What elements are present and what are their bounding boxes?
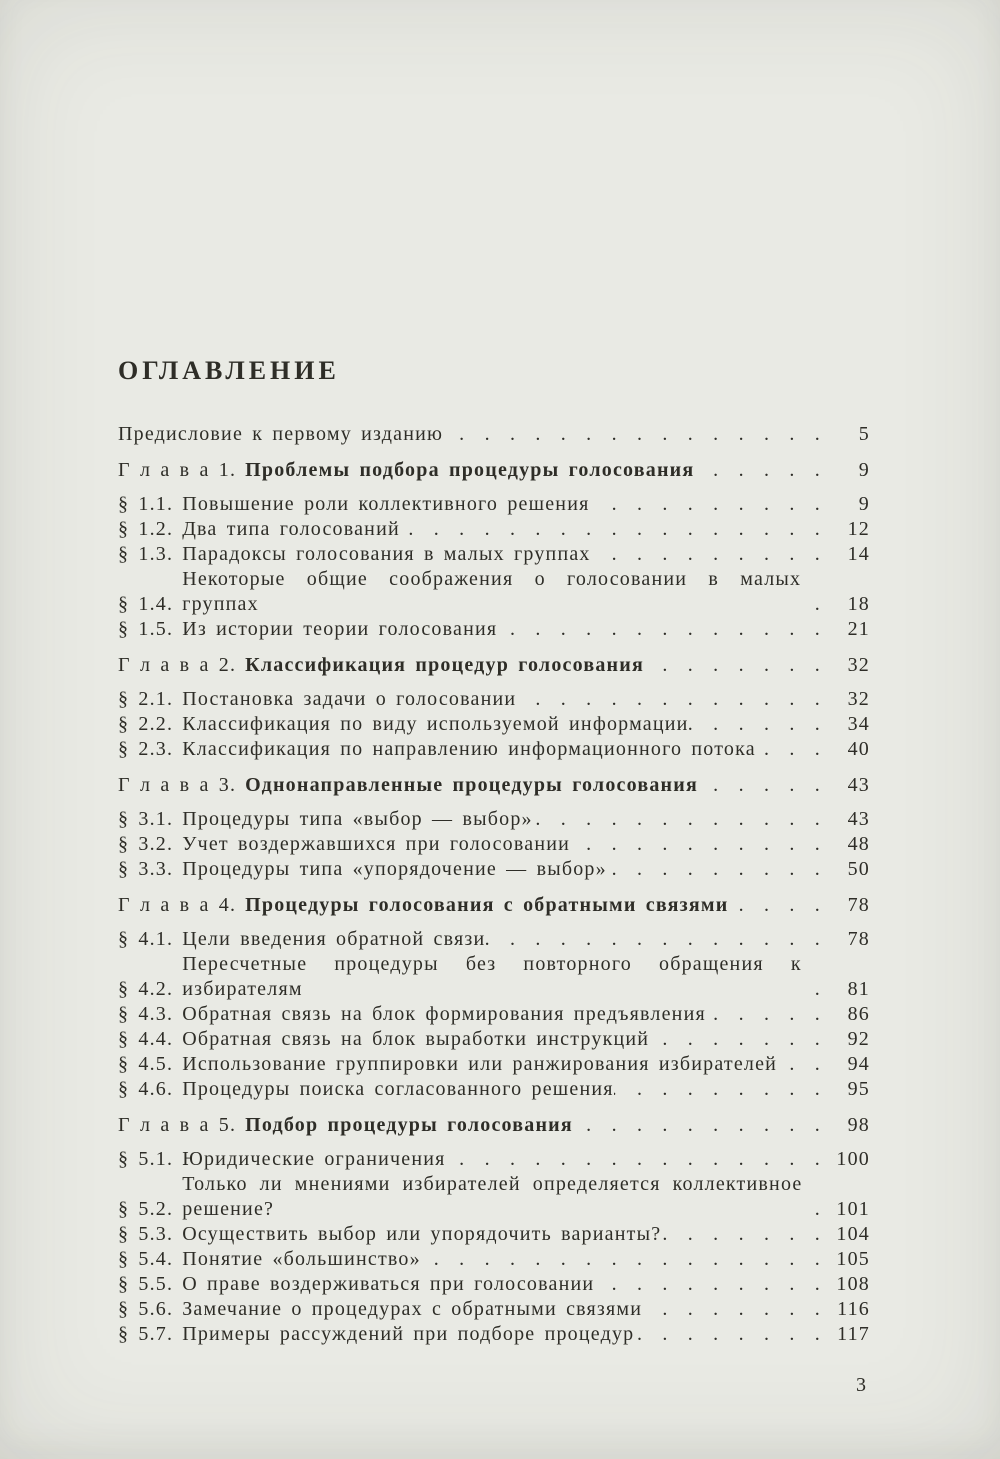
entry-prefix: § 5.1. xyxy=(118,1148,174,1170)
toc-entry xyxy=(118,1172,870,1222)
toc-entry xyxy=(118,857,870,882)
dot-leader xyxy=(516,687,826,712)
toc-entry xyxy=(118,567,870,617)
entry-prefix: Г л а в а 1. xyxy=(118,459,237,481)
toc-entry xyxy=(118,1147,870,1172)
entry-prefix: § 4.1. xyxy=(118,928,174,950)
dot-leader xyxy=(698,773,826,798)
entry-prefix: § 4.4. xyxy=(118,1028,174,1050)
toc-entry xyxy=(118,687,870,712)
entry-page: 86 xyxy=(847,1003,870,1025)
entry-page: 5 xyxy=(858,423,870,445)
entry-prefix: § 3.3. xyxy=(118,858,174,880)
toc-entry xyxy=(118,653,870,678)
entry-prefix: § 3.1. xyxy=(118,808,174,830)
entry-page: 50 xyxy=(847,858,870,880)
dot-leader xyxy=(590,492,827,517)
dot-leader xyxy=(400,517,826,542)
entry-prefix: Г л а в а 5. xyxy=(118,1114,237,1136)
toc-entry xyxy=(118,807,870,832)
entry-label: Использование группировки или ранжирования избирателей xyxy=(182,1053,778,1075)
toc-entry xyxy=(118,952,870,1002)
entry-page: 78 xyxy=(847,894,870,916)
dot-leader xyxy=(446,1147,826,1172)
entry-page: 12 xyxy=(847,518,870,540)
entry-label: Процедуры типа «выбор — выбор» xyxy=(182,808,533,830)
entry-prefix: § 4.3. xyxy=(118,1003,174,1025)
dot-leader xyxy=(644,653,826,678)
page-number: 3 xyxy=(856,1374,866,1396)
entry-page: 21 xyxy=(847,618,870,640)
entry-prefix: § 5.5. xyxy=(118,1273,174,1295)
entry-label: Понятие «большинство» xyxy=(182,1248,421,1270)
dot-leader xyxy=(485,927,826,952)
dot-leader xyxy=(573,1113,826,1138)
toc-list xyxy=(118,422,870,1347)
entry-label: Цели введения обратной связи xyxy=(182,928,486,950)
entry-page: 92 xyxy=(847,1028,870,1050)
toc-entry xyxy=(118,773,870,798)
entry-label: Обратная связь на блок выработки инструкций xyxy=(182,1028,650,1050)
entry-label: Только ли мнениями избирателей определяется коллективное решение? xyxy=(182,1173,803,1220)
entry-label: Примеры рассуждений при подборе процедур xyxy=(182,1323,635,1345)
entry-prefix: § 3.2. xyxy=(118,833,174,855)
entry-page: 108 xyxy=(836,1273,870,1295)
entry-prefix: § 1.3. xyxy=(118,543,174,565)
dot-leader xyxy=(570,832,826,857)
toc-entry xyxy=(118,1077,870,1102)
toc-entry xyxy=(118,1052,870,1077)
dot-leader xyxy=(756,737,826,762)
entry-page: 95 xyxy=(847,1078,870,1100)
entry-page: 43 xyxy=(847,808,870,830)
entry-prefix: Г л а в а 3. xyxy=(118,774,237,796)
entry-prefix: § 2.3. xyxy=(118,738,174,760)
entry-prefix: § 5.2. xyxy=(118,1198,174,1220)
entry-page: 14 xyxy=(847,543,870,565)
entry-prefix: Г л а в а 2. xyxy=(118,654,237,676)
toc-entry xyxy=(118,737,870,762)
dot-leader xyxy=(694,458,826,483)
entry-label: Проблемы подбора процедуры голосования xyxy=(245,459,695,481)
toc-entry xyxy=(118,893,870,918)
entry-prefix: § 4.5. xyxy=(118,1053,174,1075)
entry-label: О праве воздерживаться при голосовании xyxy=(182,1273,595,1295)
dot-leader xyxy=(661,1222,826,1247)
entry-page: 100 xyxy=(836,1148,870,1170)
entry-label: Некоторые общие соображения о голосовании в малых группах xyxy=(182,568,802,615)
dot-leader xyxy=(689,712,826,737)
table-of-contents xyxy=(118,356,870,1347)
entry-page: 104 xyxy=(836,1223,870,1245)
entry-label: Классификация по направлению информационного потока xyxy=(182,738,756,760)
dot-leader xyxy=(801,592,826,617)
dot-leader xyxy=(591,542,826,567)
entry-label: Повышение роли коллективного решения xyxy=(182,493,590,515)
entry-prefix: § 1.2. xyxy=(118,518,174,540)
entry-label: Замечание о процедурах с обратными связями xyxy=(182,1298,643,1320)
dot-leader xyxy=(728,893,826,918)
toc-entry xyxy=(118,1002,870,1027)
entry-label: Обратная связь на блок формирования предъявления xyxy=(182,1003,706,1025)
dot-leader xyxy=(614,1077,826,1102)
toc-entry xyxy=(118,1222,870,1247)
entry-page: 48 xyxy=(847,833,870,855)
entry-label: Два типа голосований xyxy=(182,518,400,540)
entry-page: 78 xyxy=(847,928,870,950)
toc-entry xyxy=(118,927,870,952)
entry-page: 101 xyxy=(836,1198,870,1220)
toc-entry xyxy=(118,458,870,483)
entry-label: Постановка задачи о голосовании xyxy=(182,688,517,710)
toc-entry xyxy=(118,1272,870,1297)
dot-leader xyxy=(421,1247,826,1272)
entry-label: Из истории теории голосования xyxy=(182,618,498,640)
entry-page: 98 xyxy=(847,1114,870,1136)
dot-leader xyxy=(443,422,826,447)
dot-leader xyxy=(533,807,826,832)
dot-leader xyxy=(802,977,826,1002)
entry-page: 32 xyxy=(847,688,870,710)
toc-entry xyxy=(118,422,870,447)
entry-page: 40 xyxy=(847,738,870,760)
entry-page: 105 xyxy=(836,1248,870,1270)
entry-label: Процедуры типа «упорядочение — выбор» xyxy=(182,858,607,880)
toc-entry xyxy=(118,712,870,737)
dot-leader xyxy=(497,617,826,642)
dot-leader xyxy=(607,857,826,882)
entry-prefix: § 1.1. xyxy=(118,493,174,515)
entry-page: 117 xyxy=(837,1323,870,1345)
entry-page: 9 xyxy=(858,459,870,481)
toc-entry xyxy=(118,832,870,857)
dot-leader xyxy=(649,1027,826,1052)
entry-prefix: § 1.5. xyxy=(118,618,174,640)
toc-entry xyxy=(118,1113,870,1138)
toc-entry xyxy=(118,617,870,642)
entry-page: 94 xyxy=(847,1053,870,1075)
entry-prefix: § 2.1. xyxy=(118,688,174,710)
entry-page: 32 xyxy=(847,654,870,676)
dot-leader xyxy=(802,1197,826,1222)
entry-page: 81 xyxy=(847,978,870,1000)
entry-label: Осуществить выбор или упорядочить варианты? xyxy=(182,1223,662,1245)
toc-entry xyxy=(118,492,870,517)
entry-label: Парадоксы голосования в малых группах xyxy=(182,543,591,565)
entry-prefix: § 5.7. xyxy=(118,1323,174,1345)
entry-label: Процедуры поиска согласованного решения xyxy=(182,1078,614,1100)
entry-prefix: § 5.4. xyxy=(118,1248,174,1270)
toc-entry xyxy=(118,1027,870,1052)
dot-leader xyxy=(594,1272,826,1297)
entry-label: Предисловие к первому изданию xyxy=(118,423,444,445)
dot-leader xyxy=(634,1322,826,1347)
entry-prefix: § 1.4. xyxy=(118,593,174,615)
entry-label: Классификация по виду используемой информации xyxy=(182,713,689,735)
toc-entry xyxy=(118,517,870,542)
entry-prefix: § 4.2. xyxy=(118,978,174,1000)
toc-entry xyxy=(118,1247,870,1272)
toc-entry xyxy=(118,1322,870,1347)
entry-label: Классификация процедур голосования xyxy=(245,654,645,676)
entry-prefix: § 4.6. xyxy=(118,1078,174,1100)
dot-leader xyxy=(706,1002,826,1027)
entry-prefix: § 2.2. xyxy=(118,713,174,735)
toc-entry xyxy=(118,542,870,567)
entry-label: Пересчетные процедуры без повторного обращения к избирателям xyxy=(182,953,802,1000)
entry-label: Учет воздержавшихся при голосовании xyxy=(182,833,571,855)
page-title: ОГЛАВЛЕНИЕ xyxy=(118,356,340,385)
entry-label: Подбор процедуры голосования xyxy=(245,1114,573,1136)
entry-page: 43 xyxy=(847,774,870,796)
toc-entry xyxy=(118,1297,870,1322)
entry-label: Юридические ограничения xyxy=(182,1148,446,1170)
entry-label: Процедуры голосования с обратными связями xyxy=(245,894,729,916)
dot-leader xyxy=(642,1297,826,1322)
entry-page: 34 xyxy=(847,713,870,735)
entry-page: 18 xyxy=(847,593,870,615)
entry-prefix: Г л а в а 4. xyxy=(118,894,237,916)
entry-label: Однонаправленные процедуры голосования xyxy=(245,774,698,796)
entry-page: 9 xyxy=(858,493,870,515)
entry-prefix: § 5.6. xyxy=(118,1298,174,1320)
dot-leader xyxy=(777,1052,826,1077)
entry-prefix: § 5.3. xyxy=(118,1223,174,1245)
entry-page: 116 xyxy=(837,1298,870,1320)
